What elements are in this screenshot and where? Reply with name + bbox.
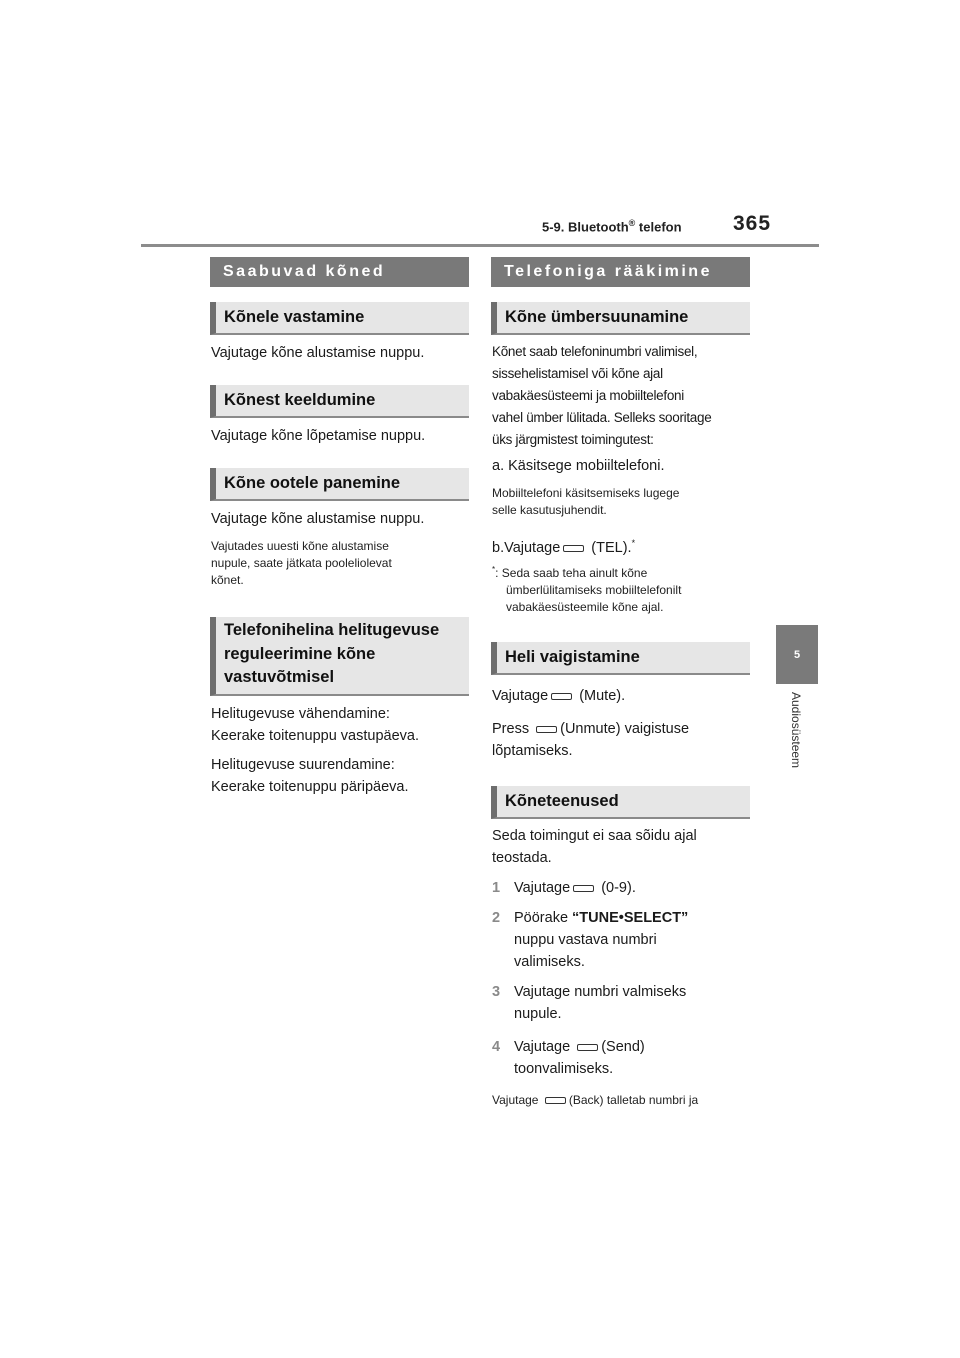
chapter-tab: 5 <box>776 625 818 684</box>
footnote <box>492 561 681 616</box>
unmute-line3: lõptamiseks. <box>492 743 573 759</box>
tel-button-icon <box>563 545 584 552</box>
step-3-line: Vajutage numbri valmiseks <box>514 984 687 1000</box>
step-2 <box>492 907 750 929</box>
step-number: 2 <box>492 910 501 926</box>
option-b-suffix: (TEL). <box>591 539 632 556</box>
unmute-prefix: Press <box>492 721 530 737</box>
text-decline: Vajutage kõne lõpetamise nuppu. <box>211 428 426 444</box>
text-services <box>492 825 750 1080</box>
send-button-icon <box>577 1044 598 1051</box>
text-hold: Vajutage kõne alustamise nuppu. <box>211 511 425 527</box>
unmute-suffix: (Unmute) vaigistuse <box>560 721 690 737</box>
transfer-line: sissehelistamisel või kõne ajal <box>492 366 663 381</box>
tune-select-knob: “TUNE•SELECT” <box>572 910 689 926</box>
step-number: 3 <box>492 984 501 1000</box>
step-3 <box>492 981 750 1003</box>
heading-transfer: Kõne ümbersuunamine <box>491 302 750 335</box>
section-header <box>542 218 682 234</box>
step-4-suffix: (Send) <box>601 1039 645 1055</box>
step-3-line: nupule. <box>514 1006 562 1022</box>
heading-decline: Kõnest keeldumine <box>210 385 469 418</box>
heading-ringtone-line: Telefonihelina helitugevuse <box>224 621 440 639</box>
note-back-prefix: Vajutage <box>492 1093 539 1107</box>
section-title-talking: Telefoniga rääkimine <box>491 257 750 287</box>
step-2-prefix: Pöörake <box>514 910 573 926</box>
option-b <box>492 532 635 559</box>
text-mute <box>492 685 689 762</box>
services-intro-line: teostada. <box>492 850 552 866</box>
footnote-mark: * <box>492 565 496 574</box>
ringtone-line: Keerake toitenuppu vastupäeva. <box>211 728 419 744</box>
footnote-line: ümberlülitamiseks mobiiltelefonilt <box>506 583 682 597</box>
mute-prefix: Vajutage <box>492 688 549 704</box>
footnote-line: : Seda saab teha ainult kõne <box>495 566 648 580</box>
step-number: 4 <box>492 1039 501 1055</box>
mute-suffix: (Mute). <box>579 688 626 704</box>
header-divider <box>141 244 819 247</box>
option-b-prefix: b.Vajutage <box>492 539 561 556</box>
note-option-a-line: selle kasutusjuhendit. <box>492 503 607 517</box>
note-hold-line: Vajutades uuesti kõne alustamise <box>211 539 389 553</box>
mute-button-icon <box>551 693 572 700</box>
ringtone-line: Helitugevuse vähendamine: <box>211 706 390 722</box>
step-1-prefix: Vajutage <box>514 880 571 896</box>
unmute-button-icon <box>536 726 557 733</box>
note-hold <box>211 538 392 589</box>
chapter-label-text: Audiosüsteem <box>789 692 803 769</box>
section-prefix: 5-9. Bluetooth <box>542 219 629 235</box>
heading-mute: Heli vaigistamine <box>491 642 750 675</box>
transfer-line: üks järgmistest toimingutest: <box>492 432 654 447</box>
section-title-incoming: Saabuvad kõned <box>210 257 469 287</box>
step-4-prefix: Vajutage <box>514 1039 571 1055</box>
heading-hold: Kõne ootele panemine <box>210 468 469 501</box>
heading-services: Kõneteenused <box>491 786 750 819</box>
step-1 <box>492 877 750 899</box>
ringtone-line: Keerake toitenuppu päripäeva. <box>211 779 409 795</box>
option-b-mark: * <box>631 538 636 548</box>
step-number: 1 <box>492 880 501 896</box>
text-transfer <box>492 341 711 451</box>
heading-answer: Kõnele vastamine <box>210 302 469 335</box>
step-4 <box>492 1036 750 1058</box>
services-intro-line: Seda toimingut ei saa sõidu ajal <box>492 828 697 844</box>
note-option-a-line: Mobiiltelefoni käsitsemiseks lugege <box>492 486 680 500</box>
note-back <box>492 1092 698 1109</box>
step-2-line: nuppu vastava numbri <box>514 932 657 948</box>
heading-ringtone-line: reguleerimine kõne <box>224 644 376 663</box>
section-suffix: telefon <box>635 219 682 235</box>
step-2-line: valimiseks. <box>514 954 585 970</box>
note-hold-line: kõnet. <box>211 573 244 587</box>
note-hold-line: nupule, saate jätkata pooleliolevat <box>211 556 392 570</box>
transfer-line: vabakäesüsteemi ja mobiiltelefoni <box>492 388 684 403</box>
transfer-line: vahel ümber lülitada. Selleks sooritage <box>492 410 712 425</box>
option-a: a. Käsitsege mobiiltelefoni. <box>492 458 665 474</box>
heading-ringtone-line: vastuvõtmisel <box>224 668 335 686</box>
step-1-suffix: (0-9). <box>601 880 636 896</box>
note-option-a <box>492 485 679 519</box>
page-number: 365 <box>733 212 772 235</box>
back-button-icon <box>545 1097 566 1104</box>
text-answer: Vajutage kõne alustamise nuppu. <box>211 345 425 361</box>
note-back-suffix: (Back) talletab numbri ja <box>568 1093 699 1107</box>
chapter-label <box>786 692 806 812</box>
footnote-line: vabakäesüsteemile kõne ajal. <box>506 600 664 614</box>
heading-ringtone <box>210 617 469 696</box>
step-4-line: toonvalimiseks. <box>514 1061 614 1077</box>
transfer-line: Kõnet saab telefoninumbri valimisel, <box>492 344 698 359</box>
text-ringtone <box>211 703 419 798</box>
ringtone-line: Helitugevuse suurendamine: <box>211 757 395 773</box>
registered-mark: ® <box>628 218 636 228</box>
digits-button-icon <box>573 885 594 892</box>
